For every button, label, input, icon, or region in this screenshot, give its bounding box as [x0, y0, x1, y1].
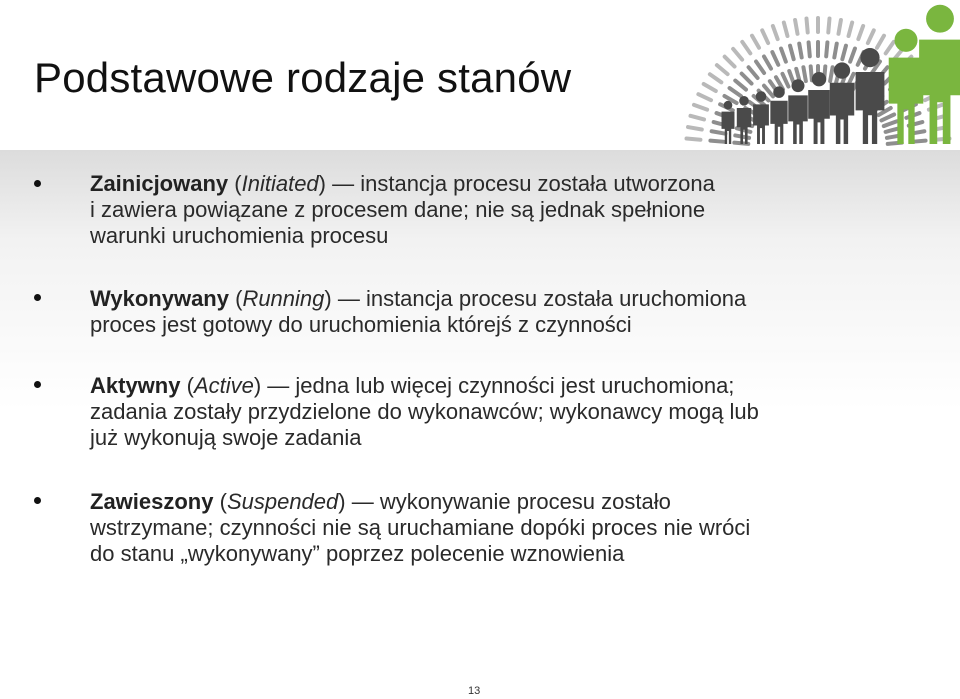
bullet-dot — [34, 497, 41, 504]
list-item — [90, 489, 750, 567]
list-item — [90, 286, 746, 338]
page-number: 13 — [468, 685, 481, 697]
list-item-first-line: Zainicjowany (Initiated) — instancja procesu została utworzona — [90, 171, 715, 196]
state-english: Suspended — [226, 489, 339, 514]
state-text: — instancja procesu została utworzona — [326, 171, 715, 196]
state-term: Zawieszony — [90, 489, 214, 514]
list-item-first-line: Wykonywany (Running) — instancja procesu została uruchomiona — [90, 286, 747, 311]
list-item-first-line: Zawieszony (Suspended) — wykonywanie procesu zostało — [90, 489, 671, 514]
list-item-line: proces jest gotowy do uruchomienia którejś z czynności — [90, 312, 632, 337]
state-term: Aktywny — [90, 373, 181, 398]
list-item-line: warunki uruchomienia procesu — [90, 223, 389, 248]
state-term: Wykonywany — [90, 286, 229, 311]
state-text: — instancja procesu została uruchomiona — [331, 286, 747, 311]
list-item-line: wstrzymane; czynności nie są uruchamiane dopóki proces nie wróci — [90, 515, 751, 540]
bullet-dot — [34, 294, 41, 301]
state-text: — jedna lub więcej czynności jest uruchomiona; — [261, 373, 735, 398]
list-item-line: do stanu „wykonywany” poprzez polecenie wznowienia — [90, 541, 625, 566]
state-text: — wykonywanie procesu zostało — [345, 489, 671, 514]
list-item-line: zadania zostały przydzielone do wykonawców; wykonawcy mogą lub — [90, 399, 759, 424]
slide-title: Podstawowe rodzaje stanów — [34, 54, 572, 101]
list-item-first-line: Aktywny (Active) — jedna lub więcej czynności jest uruchomiona; — [90, 373, 735, 398]
state-english: Active — [193, 373, 254, 398]
bullet-dot — [34, 381, 41, 388]
list-item — [90, 373, 759, 451]
list-item-line: i zawiera powiązane z procesem dane; nie są jednak spełnione — [90, 197, 706, 222]
list-item-line: już wykonują swoje zadania — [90, 425, 362, 450]
state-english: Running — [242, 286, 325, 311]
state-term: Zainicjowany — [90, 171, 229, 196]
state-english: Initiated — [241, 171, 319, 196]
bullet-dot — [34, 180, 41, 187]
list-item — [90, 171, 715, 249]
